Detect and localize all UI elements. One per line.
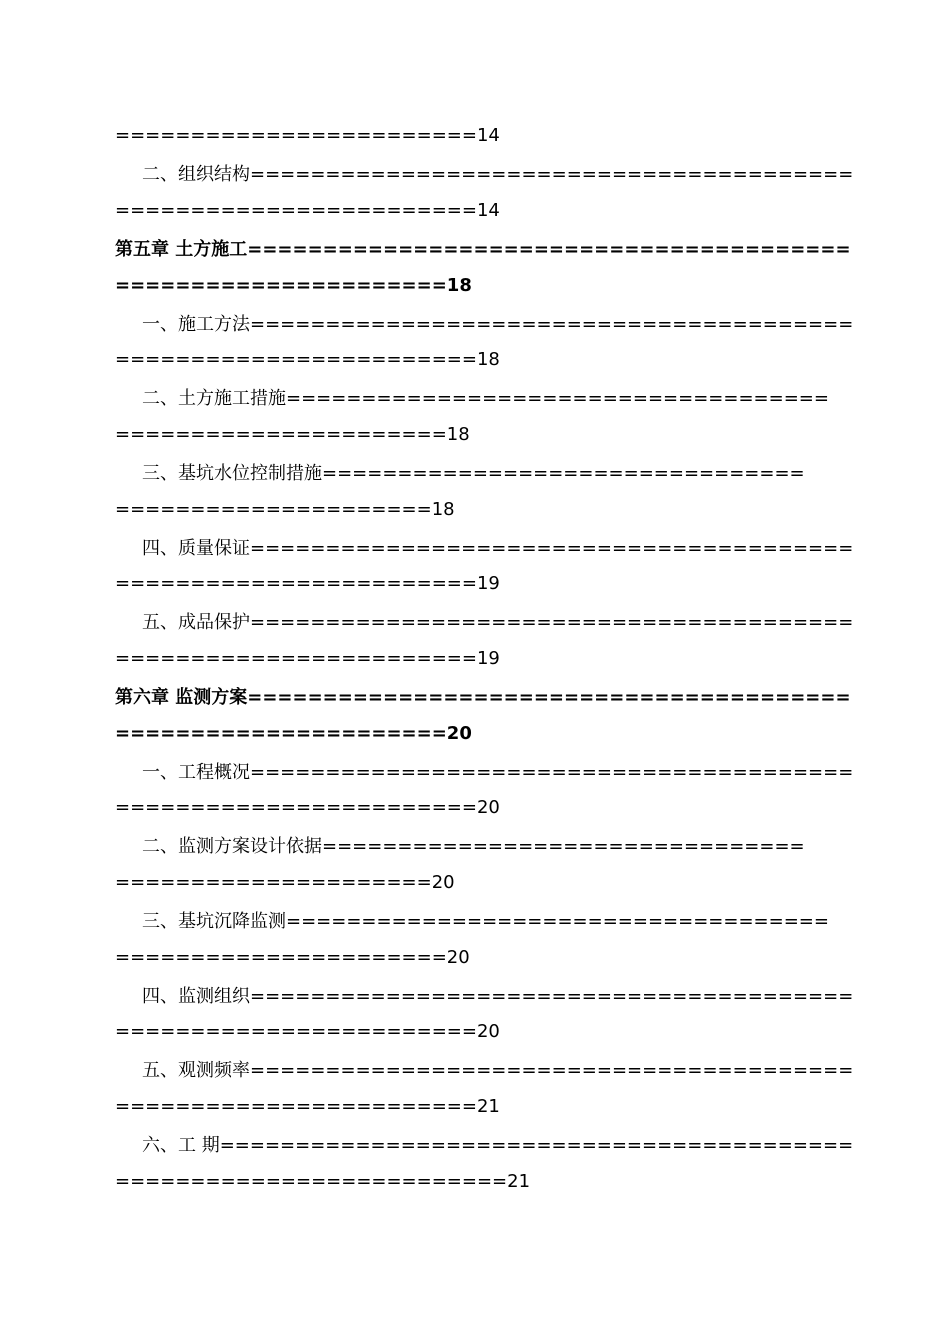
- toc-continuation-line: ==========================21: [115, 1171, 531, 1192]
- toc-entry: 二、组织结构========================================: [142, 164, 854, 185]
- toc-continuation-line: ======================20: [115, 947, 470, 968]
- toc-continuation-line: ========================19: [115, 648, 500, 669]
- toc-chapter-heading: 第五章 土方施工========================================: [115, 239, 851, 260]
- toc-entry: 五、成品保护========================================: [142, 612, 854, 633]
- toc-chapter-heading: 第六章 监测方案========================================: [115, 687, 851, 708]
- toc-continuation-line: ======================20: [115, 723, 472, 744]
- toc-entry: 三、基坑水位控制措施================================: [142, 463, 805, 484]
- toc-continuation-line: ========================14: [115, 125, 500, 146]
- toc-entry: 三、基坑沉降监测====================================: [142, 911, 829, 932]
- toc-continuation-line: ========================14: [115, 200, 500, 221]
- toc-continuation-line: ========================19: [115, 573, 500, 594]
- toc-continuation-line: ======================18: [115, 275, 472, 296]
- toc-entry: 二、监测方案设计依据================================: [142, 836, 805, 857]
- toc-continuation-line: ========================20: [115, 1021, 500, 1042]
- toc-continuation-line: ========================18: [115, 349, 500, 370]
- toc-continuation-line: ========================20: [115, 797, 500, 818]
- toc-entry: 四、监测组织========================================: [142, 986, 854, 1007]
- toc-entry: 四、质量保证========================================: [142, 538, 854, 559]
- toc-entry: 一、工程概况========================================: [142, 762, 854, 783]
- toc-entry: 一、施工方法========================================: [142, 314, 854, 335]
- toc-entry: 五、观测频率========================================: [142, 1060, 854, 1081]
- toc-continuation-line: ========================21: [115, 1096, 500, 1117]
- toc-continuation-line: ======================18: [115, 424, 470, 445]
- toc-continuation-line: =====================20: [115, 872, 455, 893]
- toc-continuation-line: =====================18: [115, 499, 455, 520]
- toc-entry: 六、工 期==========================================: [142, 1135, 854, 1156]
- toc-entry: 二、土方施工措施====================================: [142, 388, 829, 409]
